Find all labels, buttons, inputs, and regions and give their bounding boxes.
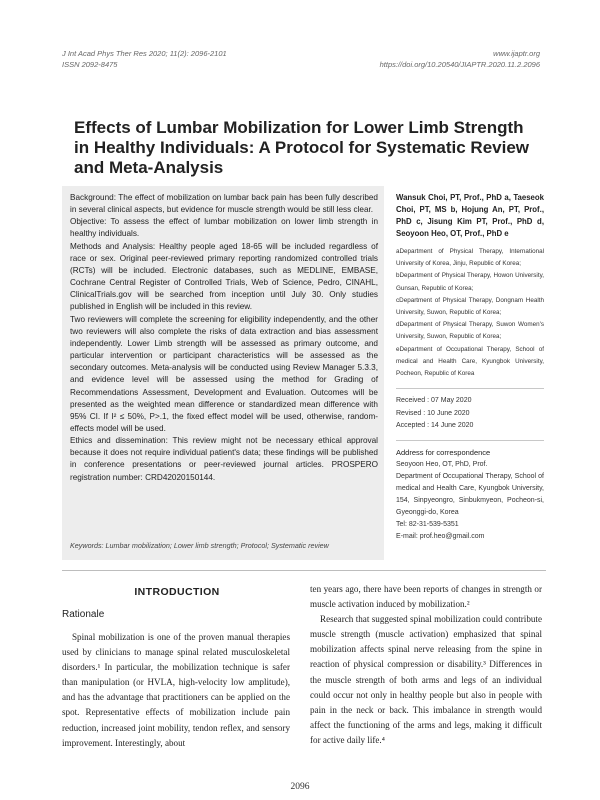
intro-left-column <box>62 630 290 751</box>
journal-links <box>380 48 540 70</box>
abstract-background-section: Background: The effect of mobilization on lumbar back pain has been fully described in several clinical aspects, but evidence for muscle strength would be still less clear. <box>70 193 378 215</box>
journal-header <box>62 48 227 70</box>
abstract-objective-section: Objective: To assess the effect of lumbar mobilization on lower limb strength in healthy individuals. <box>70 217 378 239</box>
abstract-methods-section: Methods and Analysis: Healthy people aged 18-65 will be included regardless of race or sex. Original peer-reviewed primary reporting randomized controlled trials (RCTs) will be included. Electronic databases, such as MEDLINE, EMBASE, Cochrane Central Register of Controlled Trials, Web of Science, Pedro, CINAHL, ClinicalTrials.gov will be searched from inception until July 30. Only studies published in English will be included in this review. <box>70 241 378 312</box>
section-divider <box>62 570 546 571</box>
affiliation-e: eDepartment of Occupational Therapy, School of medical and Health Care, Kyungbok University, Pocheon, Republic of Korea <box>396 345 544 378</box>
introduction-heading: INTRODUCTION <box>134 586 220 598</box>
correspondence-name: Seoyoon Heo, OT, PhD, Prof. <box>396 461 488 469</box>
affiliation-c: cDepartment of Physical Therapy, Dongnam Health University, Suwon, Republic of Korea; <box>396 296 544 317</box>
article-doi[interactable]: https://doi.org/10.20540/JIAPTR.2020.11.2.2096 <box>379 60 540 69</box>
correspondence-title: Address for correspondence <box>396 448 491 458</box>
abstract-ethics-section: Ethics and dissemination: This review might not be necessary ethical approval because it does not require individual patient's data; these findings will be published in conference presentations or peer-reviewed journal articles. PROSPERO registration number: CRD42020150144. <box>70 436 378 482</box>
divider <box>396 440 544 441</box>
affiliation-d: dDepartment of Physical Therapy, Suwon Women's University, Suwon, Republic of Korea; <box>396 321 544 341</box>
divider <box>396 388 544 389</box>
keywords: Keywords: Lumbar mobilization; Lower limb strength; Protocol; Systematic review <box>70 541 329 550</box>
accepted-date: Accepted : 14 June 2020 <box>396 421 474 429</box>
journal-citation: J Int Acad Phys Ther Res 2020; 11(2): 2096-2101 <box>62 49 227 58</box>
abstract <box>70 192 378 484</box>
received-date: Received : 07 May 2020 <box>396 397 472 405</box>
journal-website[interactable]: www.ijaptr.org <box>493 49 540 58</box>
journal-issn: ISSN 2092-8475 <box>62 60 118 69</box>
correspondence-tel: Tel: 82-31-539-5351 <box>396 521 459 529</box>
paper-title: Effects of Lumbar Mobilization for Lower Limb Strength in Healthy Individuals: A Protocol for Systematic Review and Meta-Analysis <box>74 118 530 177</box>
correspondence-email[interactable]: E-mail: prof.heo@gmail.com <box>396 533 485 541</box>
intro-right-column <box>310 582 542 748</box>
affiliation-b: bDepartment of Physical Therapy, Howon University, Gunsan, Republic of Korea; <box>396 272 544 292</box>
abstract-methods-continued: Two reviewers will complete the screening for eligibility independently, and the other two reviewers will also complete the risks of data extraction and bias assessment independently. Lower Limb strength will be assessed as primary outcome, and particular intervention or participant characteristics will be assessed as the secondary outcomes. Meta-analysis will be conducted using Review Manager 5.3.3, and evidence level will be assessed using the method for Grading of Recommendations Assessment, Development and Evaluation. Outcomes will be presented as the weighted mean difference or standardized mean difference with 95% CI. If I² ≤ 50%, P>.1, the fixed effect model will be used, otherwise, random-effects model will be used. <box>70 314 378 433</box>
author-list: Wansuk Choi, PT, Prof., PhD a, Taeseok Choi, PT, MS b, Hojung An, PT, Prof., PhD c, Jisung Kim PT, Prof., PhD d, Seoyoon Heo, OT, Prof., PhD e <box>396 193 544 238</box>
affiliation-a: aDepartment of Physical Therapy, International University of Korea, Jinju, Republic of Korea; <box>396 248 544 268</box>
rationale-subheading: Rationale <box>62 609 105 620</box>
intro-paragraph-2: Research that suggested spinal mobilization could contribute muscle strength (muscle activation) emphasized that spinal mobilization affects spinal nerve releasing from the spine in reaction of physical compression or disability.³ Differences in the muscle strength of both arms and legs of an individual could occur not only in healthy people but also in people with pain in the neck or back. This imbalance in strength would affect the functioning of the arms and legs, making it difficult for active daily life.⁴ <box>310 614 542 745</box>
author-info-column <box>396 192 544 543</box>
revised-date: Revised : 10 June 2020 <box>396 409 470 417</box>
article-dates <box>396 395 544 432</box>
intro-paragraph-1-continued: ten years ago, there have been reports of changes in strength or muscle activation induced by mobilization.² <box>310 584 542 610</box>
correspondence-address: Department of Occupational Therapy, School of medical and Health Care, Kyungbok University, 154, Sinpyeongro, Sinbukmyeon, Pocheon-si, Gyeonggi-do, Korea <box>396 473 544 517</box>
page-number: 2096 <box>290 782 310 792</box>
intro-paragraph-1: Spinal mobilization is one of the proven manual therapies used by clinicians to manage spinal related musculoskeletal disorders.¹ In particular, the mobilization technique is safer than manipulation (or HVLA, high-velocity low amplitude), and has the advantage that practitioners can be applied on the spot. Representative effects of mobilization include pain reduction, increased joint mobility, tendon reflex, and sensory improvement. Interestingly, about <box>62 632 290 748</box>
